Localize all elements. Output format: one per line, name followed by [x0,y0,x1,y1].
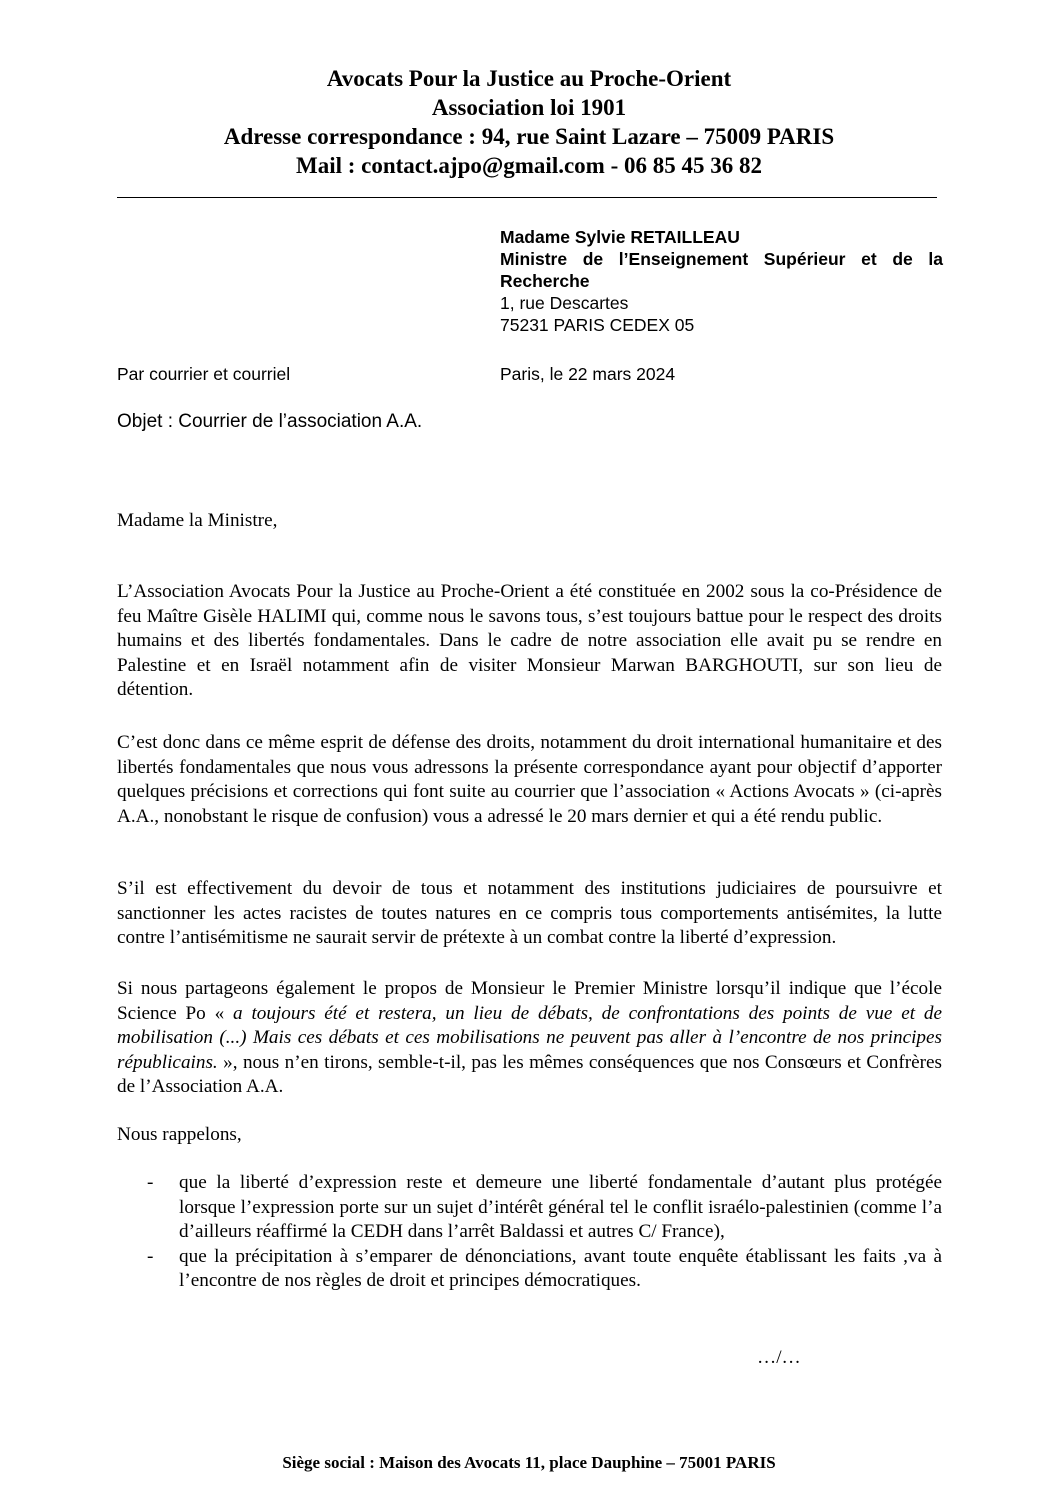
association-name: Avocats Pour la Justice au Proche-Orient [326,66,732,91]
bullet-text: que la liberté d’expression reste et demeure une liberté fondamentale d’autant plus protégée lorsque l’expression porte sur un sujet d’intérêt général tel le conflit israélo-palestinien (comme l’a d’ailleurs réaffirmé la CEDH dans l’arrêt Baldassi et autres C/ France), [179,1172,942,1242]
header-divider [117,197,937,198]
addressee-street: 1, rue Descartes [500,293,629,313]
addressee-block [500,226,943,336]
letter-subject: Objet : Courrier de l’association A.A. [117,411,423,432]
bullet-dash: - [147,1172,154,1193]
letter-date: Paris, le 22 mars 2024 [500,364,676,384]
rappel-intro: Nous rappelons, [117,1124,242,1145]
bullet-text: que la précipitation à s’emparer de dénonciations, avant toute enquête établissant les faits ,va à l’encontre de nos règles de droit et principes démocratiques. [179,1245,942,1291]
addressee-name: Madame Sylvie RETAILLEAU [500,227,740,247]
correspondence-address: Adresse correspondance : 94, rue Saint Lazare – 75009 PARIS [223,124,835,149]
paragraph-4-end: », nous n’en tirons, semble-t-il, pas les mêmes conséquences que nos Consœurs et Confrères de l’Association A.A. [117,1051,942,1097]
paragraph-4-intro: Si nous partageons également le propos de Monsieur le Premier Ministre lorsqu’il indique que l’école Science Po « [117,978,942,1024]
letterhead [0,64,1058,180]
addressee-city: 75231 PARIS CEDEX 05 [500,315,695,335]
footer-headquarters: Siège social : Maison des Avocats 11, place Dauphine – 75001 PARIS [282,1453,776,1472]
paragraph-3: S’il est effectivement du devoir de tous et notamment des institutions judiciaires de poursuivre et sanctionner les actes racistes de toutes natures en ce compris tous comportements antisémites, la lutte contre l’antisémitisme ne saurait servir de prétexte à un combat contre la liberté d’expression. [117,878,942,948]
delivery-method: Par courrier et courriel [117,364,291,384]
association-status: Association loi 1901 [431,95,627,120]
greeting: Madame la Ministre, [117,510,278,531]
paragraph-4 [117,977,942,1100]
continuation-mark: …/… [757,1347,801,1368]
contact-line: Mail : contact.ajpo@gmail.com - 06 85 45 36 82 [296,153,762,178]
addressee-title: Ministre de l’Enseignement Supérieur et de la Recherche [500,249,943,291]
bullet-dash: - [147,1245,154,1267]
prime-minister-quote: a toujours été et restera, un lieu de débats, de confrontations des points de vue et de mobilisation (...) Mais ces débats et ces mobilisations ne peuvent pas aller à l’encontre de nos principes républicains. [117,1002,942,1073]
paragraph-2: C’est donc dans ce même esprit de défense des droits, notamment du droit international humanitaire et des libertés fondamentales que nous vous adressons la présente correspondance ayant pour objectif d’apporter quelques précisions et corrections qui font suite au courrier que l’association « Actions Avocats » (ci-après A.A., nonobstant le risque de confusion) vous a adressé le 20 mars dernier et qui a été rendu public. [117,732,942,827]
bullet-item [117,1171,942,1245]
bullet-item [117,1245,942,1294]
paragraph-1: L’Association Avocats Pour la Justice au Proche-Orient a été constituée en 2002 sous la co-Présidence de feu Maître Gisèle HALIMI qui, comme nous le savons tous, s’est toujours battue pour le respect des droits humains et des libertés fondamentales. Dans le cadre de notre association elle avait pu se rendre en Palestine et en Israël notamment afin de visiter Monsieur Marwan BARGHOUTI, sur son lieu de détention. [117,581,942,700]
bullet-list [117,1171,942,1294]
